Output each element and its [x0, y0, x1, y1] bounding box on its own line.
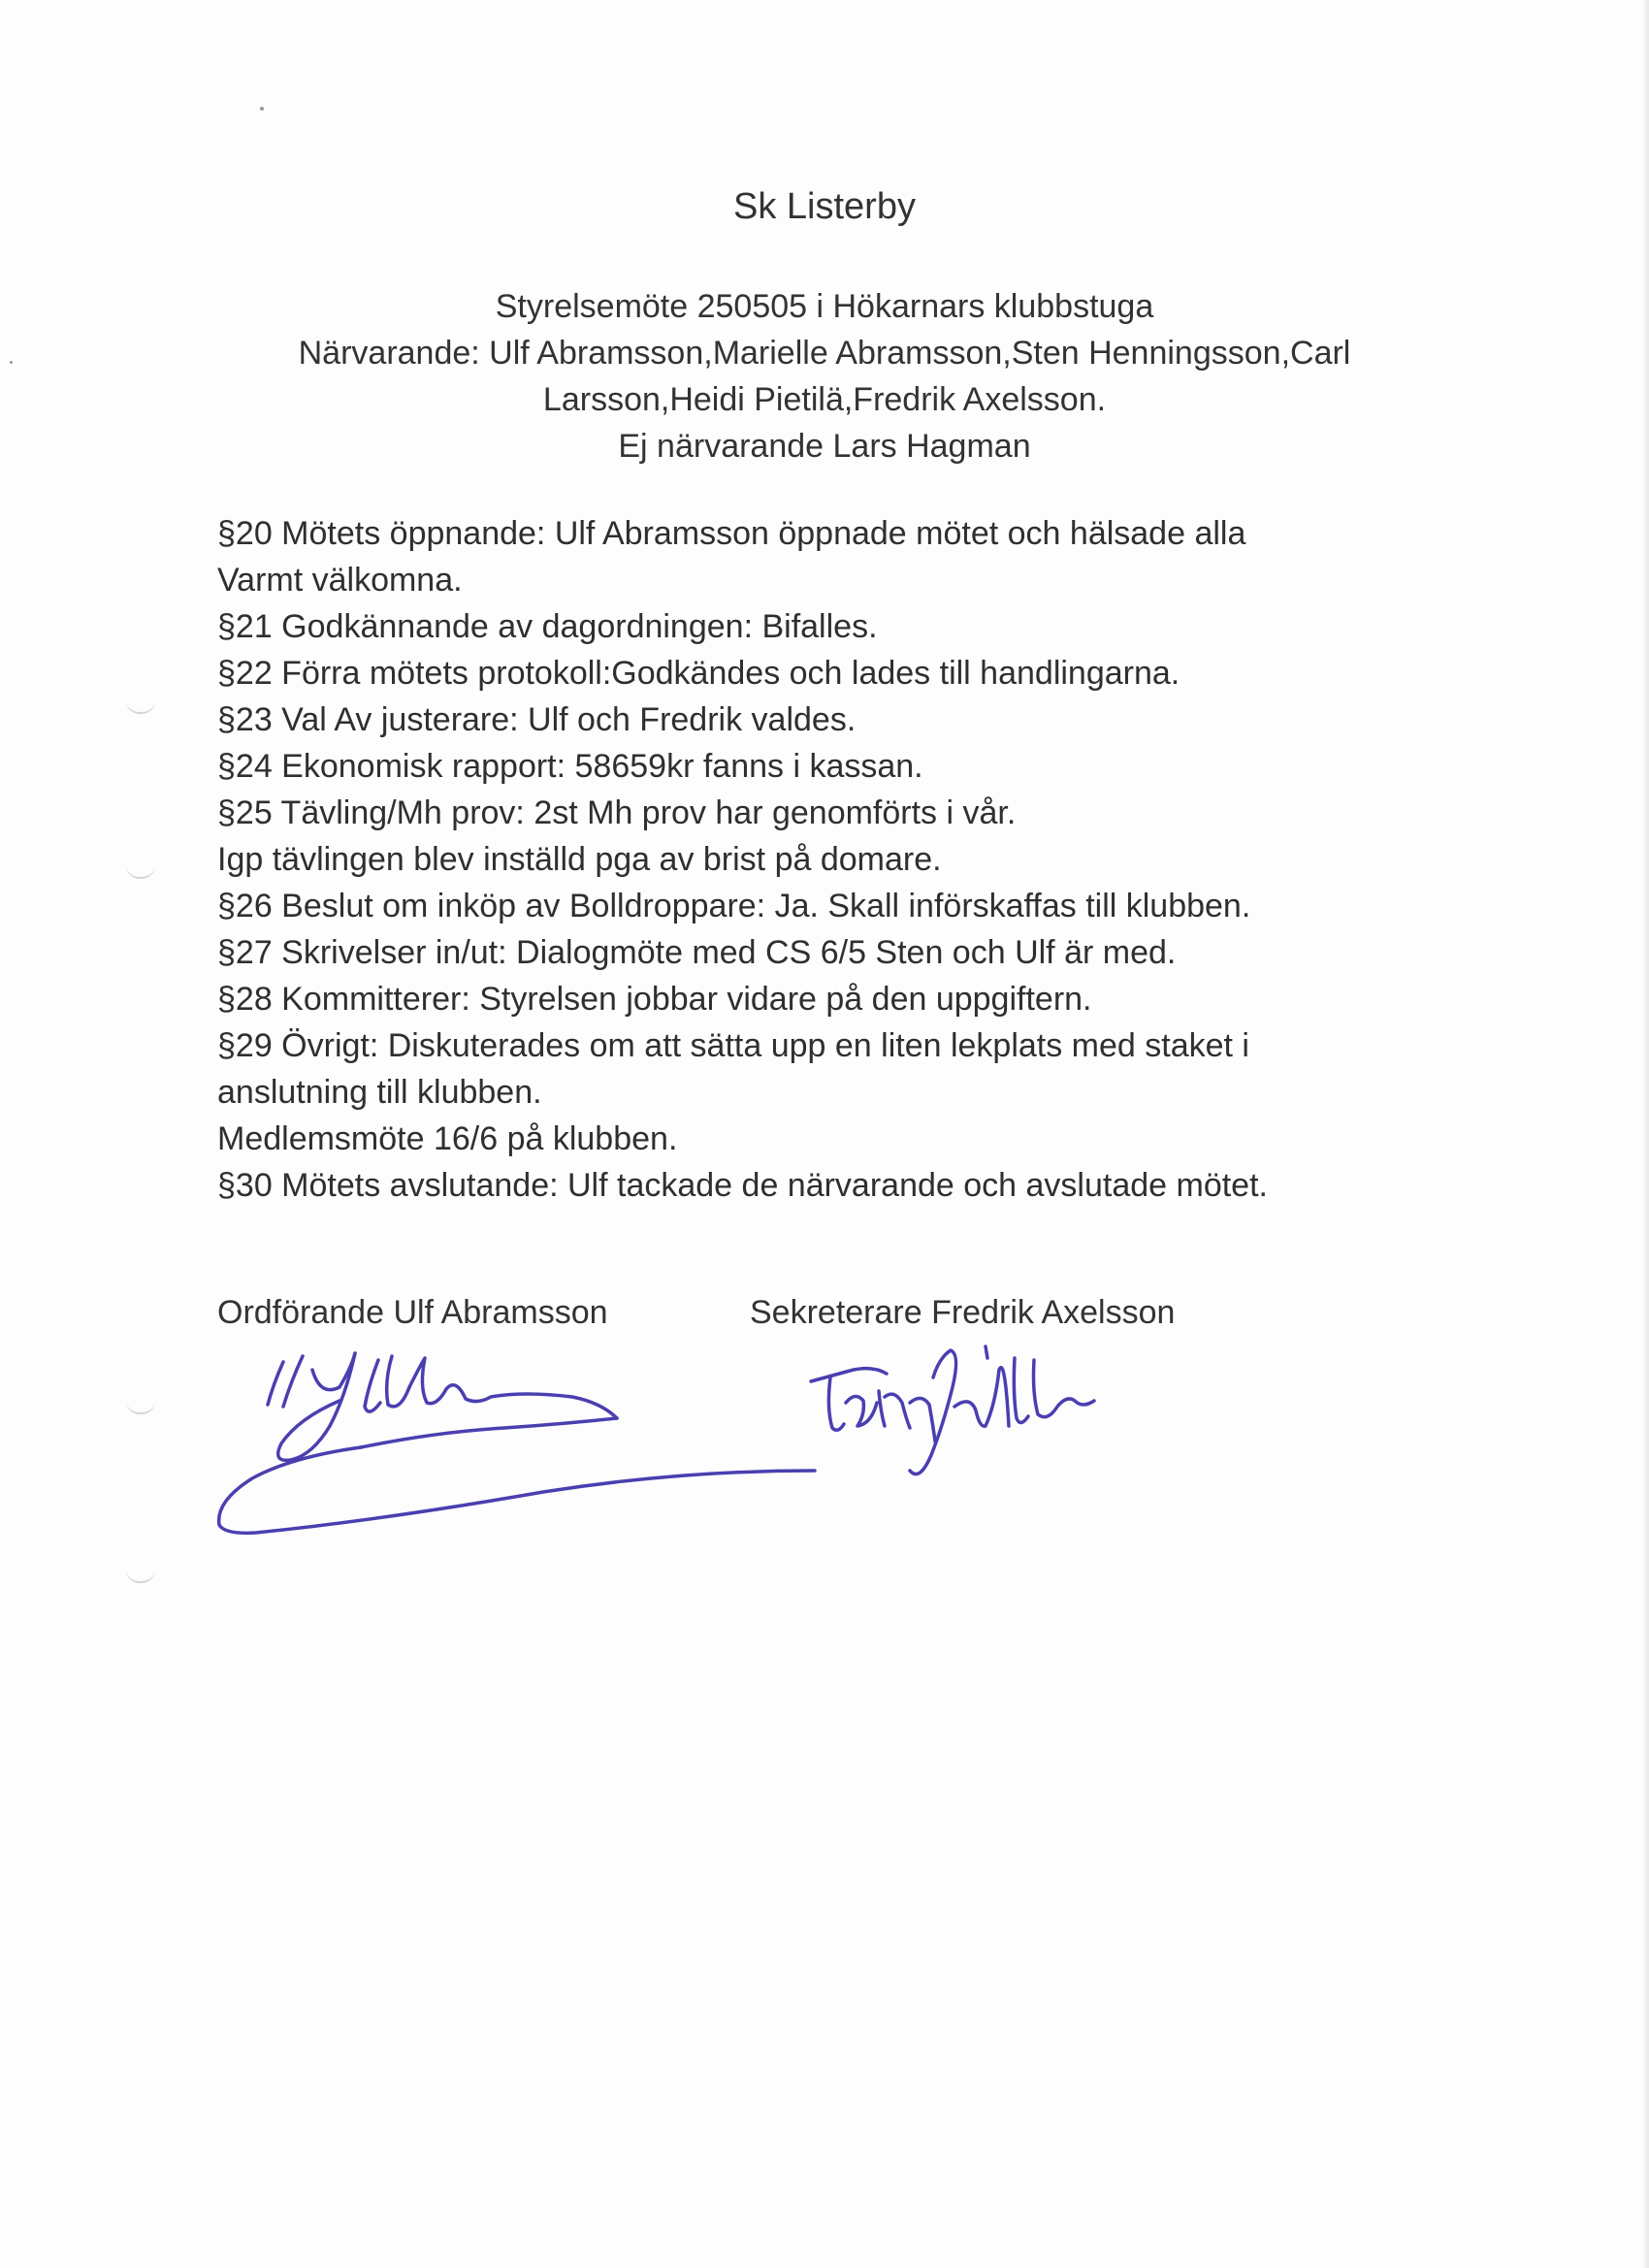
minutes-line: §28 Kommitterer: Styrelsen jobbar vidare på den uppgiftern. [217, 981, 1092, 1018]
secretary-signature [811, 1346, 1094, 1474]
minutes-line: Medlemsmöte 16/6 på klubben. [217, 1120, 678, 1157]
header-line: Ej närvarande Lars Hagman [618, 428, 1031, 465]
minutes-line: §27 Skrivelser in/ut: Dialogmöte med CS 6/5 Sten och Ulf är med. [217, 934, 1177, 971]
secretary-signature-label: Sekreterare Fredrik Axelsson [750, 1294, 1176, 1331]
minutes-line: anslutning till klubben. [217, 1074, 542, 1111]
scan-speck [260, 107, 264, 111]
minutes-line: §30 Mötets avslutande: Ulf tackade de närvarande och avslutade mötet. [217, 1167, 1268, 1204]
header-line: Närvarande: Ulf Abramsson,Marielle Abramsson,Sten Henningsson,Carl [298, 335, 1351, 372]
minutes-line: §26 Beslut om inköp av Bolldroppare: Ja. Skall införskaffas till klubben. [217, 888, 1251, 924]
document-title: Sk Listerby [733, 186, 916, 227]
minutes-body [217, 510, 1439, 1209]
chairman-signature [219, 1353, 815, 1533]
minutes-line: §22 Förra mötets protokoll:Godkändes och lades till handlingarna. [217, 655, 1180, 692]
scan-speck [10, 361, 13, 364]
header-line: Larsson,Heidi Pietilä,Fredrik Axelsson. [542, 381, 1107, 418]
minutes-line: Varmt välkomna. [217, 562, 463, 599]
chairman-signature-label: Ordförande Ulf Abramsson [217, 1294, 608, 1331]
minutes-line: §23 Val Av justerare: Ulf och Fredrik valdes. [217, 701, 857, 738]
punch-hole-mark [126, 700, 155, 714]
minutes-line: Igp tävlingen blev inställd pga av brist på domare. [217, 841, 942, 878]
meeting-header [242, 283, 1406, 470]
minutes-line: §25 Tävling/Mh prov: 2st Mh prov har genomförts i vår. [217, 794, 1017, 831]
page-edge [1641, 0, 1649, 2268]
minutes-line: §29 Övrigt: Diskuterades om att sätta upp en liten lekplats med staket i [217, 1027, 1249, 1064]
minutes-line: §20 Mötets öppnande: Ulf Abramsson öppnade mötet och hälsade alla [217, 515, 1246, 552]
punch-hole-mark [126, 1570, 155, 1583]
punch-hole-mark [126, 1401, 155, 1414]
punch-hole-mark [126, 865, 155, 879]
header-line: Styrelsemöte 250505 i Hökarnars klubbstuga [495, 288, 1154, 325]
minutes-line: §21 Godkännande av dagordningen: Bifalles. [217, 608, 878, 645]
minutes-line: §24 Ekonomisk rapport: 58659kr fanns i kassan. [217, 748, 923, 785]
